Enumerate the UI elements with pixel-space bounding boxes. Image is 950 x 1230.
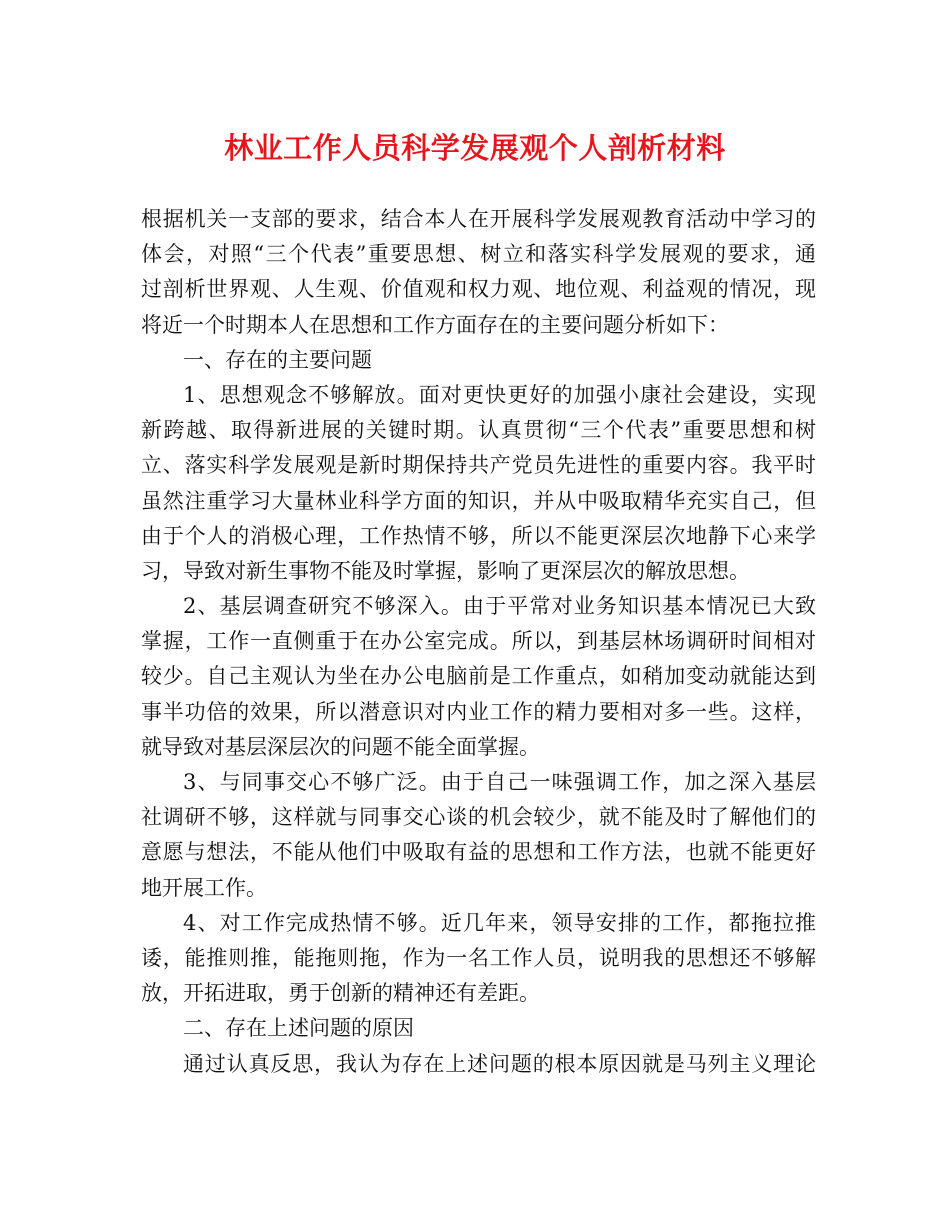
body-line: 虽然注重学习大量林业科学方面的知识，并从中吸取精华充实自己，但 (141, 488, 816, 513)
body-line: 事半功倍的效果，所以潜意识对内业工作的精力要相对多一些。这样， (141, 699, 816, 724)
body-line: 掌握，工作一直侧重于在办公室完成。所以，到基层林场调研时间相对 (141, 629, 816, 654)
body-line: 将近一个时期本人在思想和工作方面存在的主要问题分析如下： (141, 312, 729, 337)
body-line: 就导致对基层深层次的问题不能全面掌握。 (141, 734, 540, 759)
document-title: 林业工作人员科学发展观个人剖析材料 (224, 131, 726, 165)
body-line: 过剖析世界观、人生观、价值观和权力观、地位观、利益观的情况，现 (141, 277, 816, 302)
body-line: 一、存在的主要问题 (183, 347, 372, 372)
body-line: 社调研不够，这样就与同事交心谈的机会较少，就不能及时了解他们的 (141, 805, 816, 830)
body-line: 3、与同事交心不够广泛。由于自己一味强调工作，加之深入基层 (183, 770, 816, 794)
body-line: 意愿与想法，不能从他们中吸取有益的思想和工作方法，也就不能更好 (141, 840, 816, 865)
body-line: 由于个人的消极心理，工作热情不够，所以不能更深层次地静下心来学 (141, 523, 816, 548)
body-line: 诿，能推则推，能拖则拖，作为一名工作人员，说明我的思想还不够解 (141, 945, 816, 970)
body-line: 1、思想观念不够解放。面对更快更好的加强小康社会建设，实现 (183, 382, 816, 407)
body-line: 地开展工作。 (141, 875, 267, 900)
body-line: 根据机关一支部的要求，结合本人在开展科学发展观教育活动中学习的 (141, 207, 816, 231)
body-line: 通过认真反思，我认为存在上述问题的根本原因就是马列主义理论 (183, 1051, 816, 1076)
body-line: 4、对工作完成热情不够。近几年来，领导安排的工作，都拖拉推 (183, 910, 816, 935)
body-line: 二、存在上述问题的原因 (183, 1016, 414, 1041)
body-line: 立、落实科学发展观是新时期保持共产党员先进性的重要内容。我平时 (141, 453, 816, 478)
body-line: 新跨越、取得新进展的关键时期。认真贯彻“三个代表”重要思想和树 (141, 418, 816, 443)
body-line: 体会，对照“三个代表”重要思想、树立和落实科学发展观的要求，通 (141, 242, 816, 267)
body-line: 较少。自己主观认为坐在办公电脑前是工作重点，如稍加变动就能达到 (141, 664, 816, 689)
body-line: 习，导致对新生事物不能及时掌握，影响了更深层次的解放思想。 (141, 558, 750, 583)
body-line: 放，开拓进取，勇于创新的精神还有差距。 (141, 981, 540, 1006)
document-body (141, 202, 816, 1082)
body-line: 2、基层调查研究不够深入。由于平常对业务知识基本情况已大致 (183, 594, 816, 619)
